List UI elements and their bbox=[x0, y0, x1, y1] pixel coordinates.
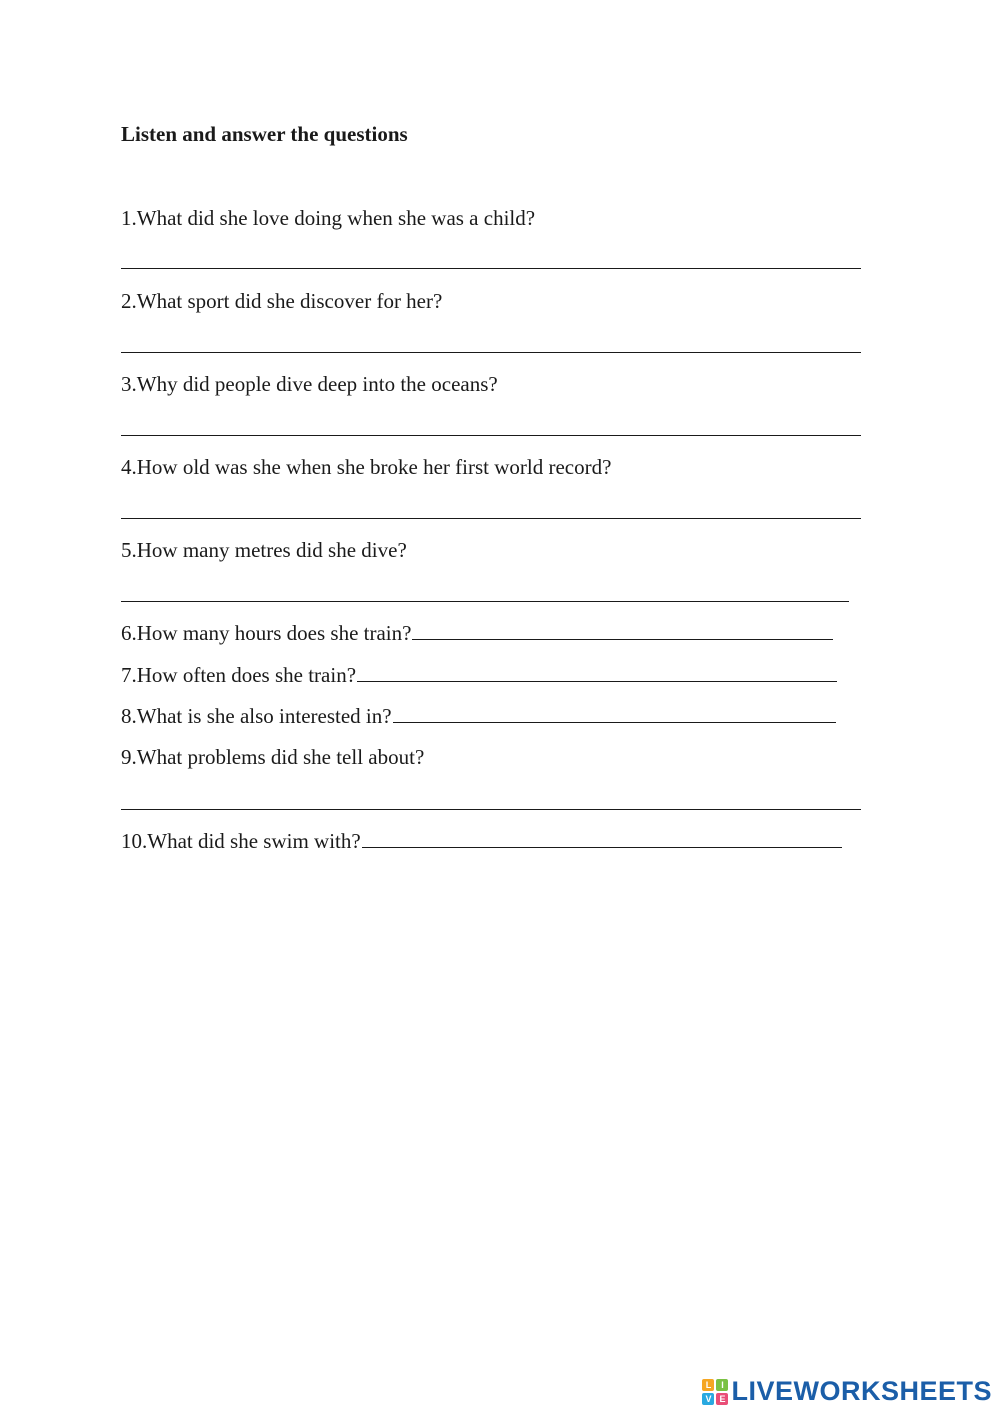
question-5: 5.How many metres did she dive? bbox=[121, 538, 407, 562]
question-7 bbox=[121, 661, 837, 689]
question-8 bbox=[121, 702, 836, 730]
question-8-text: 8.What is she also interested in? bbox=[121, 704, 392, 728]
question-10-text: 10.What did she swim with? bbox=[121, 829, 361, 853]
logo-mark-letter-i: I bbox=[716, 1379, 728, 1391]
answer-line-9[interactable] bbox=[121, 809, 861, 810]
answer-line-1[interactable] bbox=[121, 268, 861, 269]
question-6 bbox=[121, 619, 833, 647]
question-6-text: 6.How many hours does she train? bbox=[121, 621, 412, 645]
question-1: 1.What did she love doing when she was a child? bbox=[121, 206, 536, 230]
question-7-text: 7.How often does she train? bbox=[121, 663, 357, 687]
question-4: 4.How old was she when she broke her first world record? bbox=[121, 455, 612, 479]
logo-mark-letter-l: L bbox=[702, 1379, 714, 1391]
answer-line-3[interactable] bbox=[121, 435, 861, 436]
question-9: 9.What problems did she tell about? bbox=[121, 745, 425, 769]
answer-line-2[interactable] bbox=[121, 352, 861, 353]
answer-line-5[interactable] bbox=[121, 601, 849, 602]
answer-line-10[interactable] bbox=[362, 827, 842, 848]
logo-text: LIVEWORKSHEETS bbox=[731, 1376, 992, 1406]
logo-mark-letter-e: E bbox=[716, 1393, 728, 1405]
question-2: 2.What sport did she discover for her? bbox=[121, 289, 443, 313]
answer-line-6[interactable] bbox=[412, 619, 833, 640]
worksheet-title: Listen and answer the questions bbox=[121, 122, 408, 146]
answer-line-7[interactable] bbox=[357, 661, 837, 682]
question-3: 3.Why did people dive deep into the oceans? bbox=[121, 372, 498, 396]
answer-line-8[interactable] bbox=[393, 702, 836, 723]
question-10 bbox=[121, 827, 842, 855]
logo-mark-icon bbox=[702, 1379, 728, 1405]
logo-mark-letter-v: V bbox=[702, 1393, 714, 1405]
liveworksheets-logo bbox=[702, 1376, 992, 1407]
answer-line-4[interactable] bbox=[121, 518, 861, 519]
